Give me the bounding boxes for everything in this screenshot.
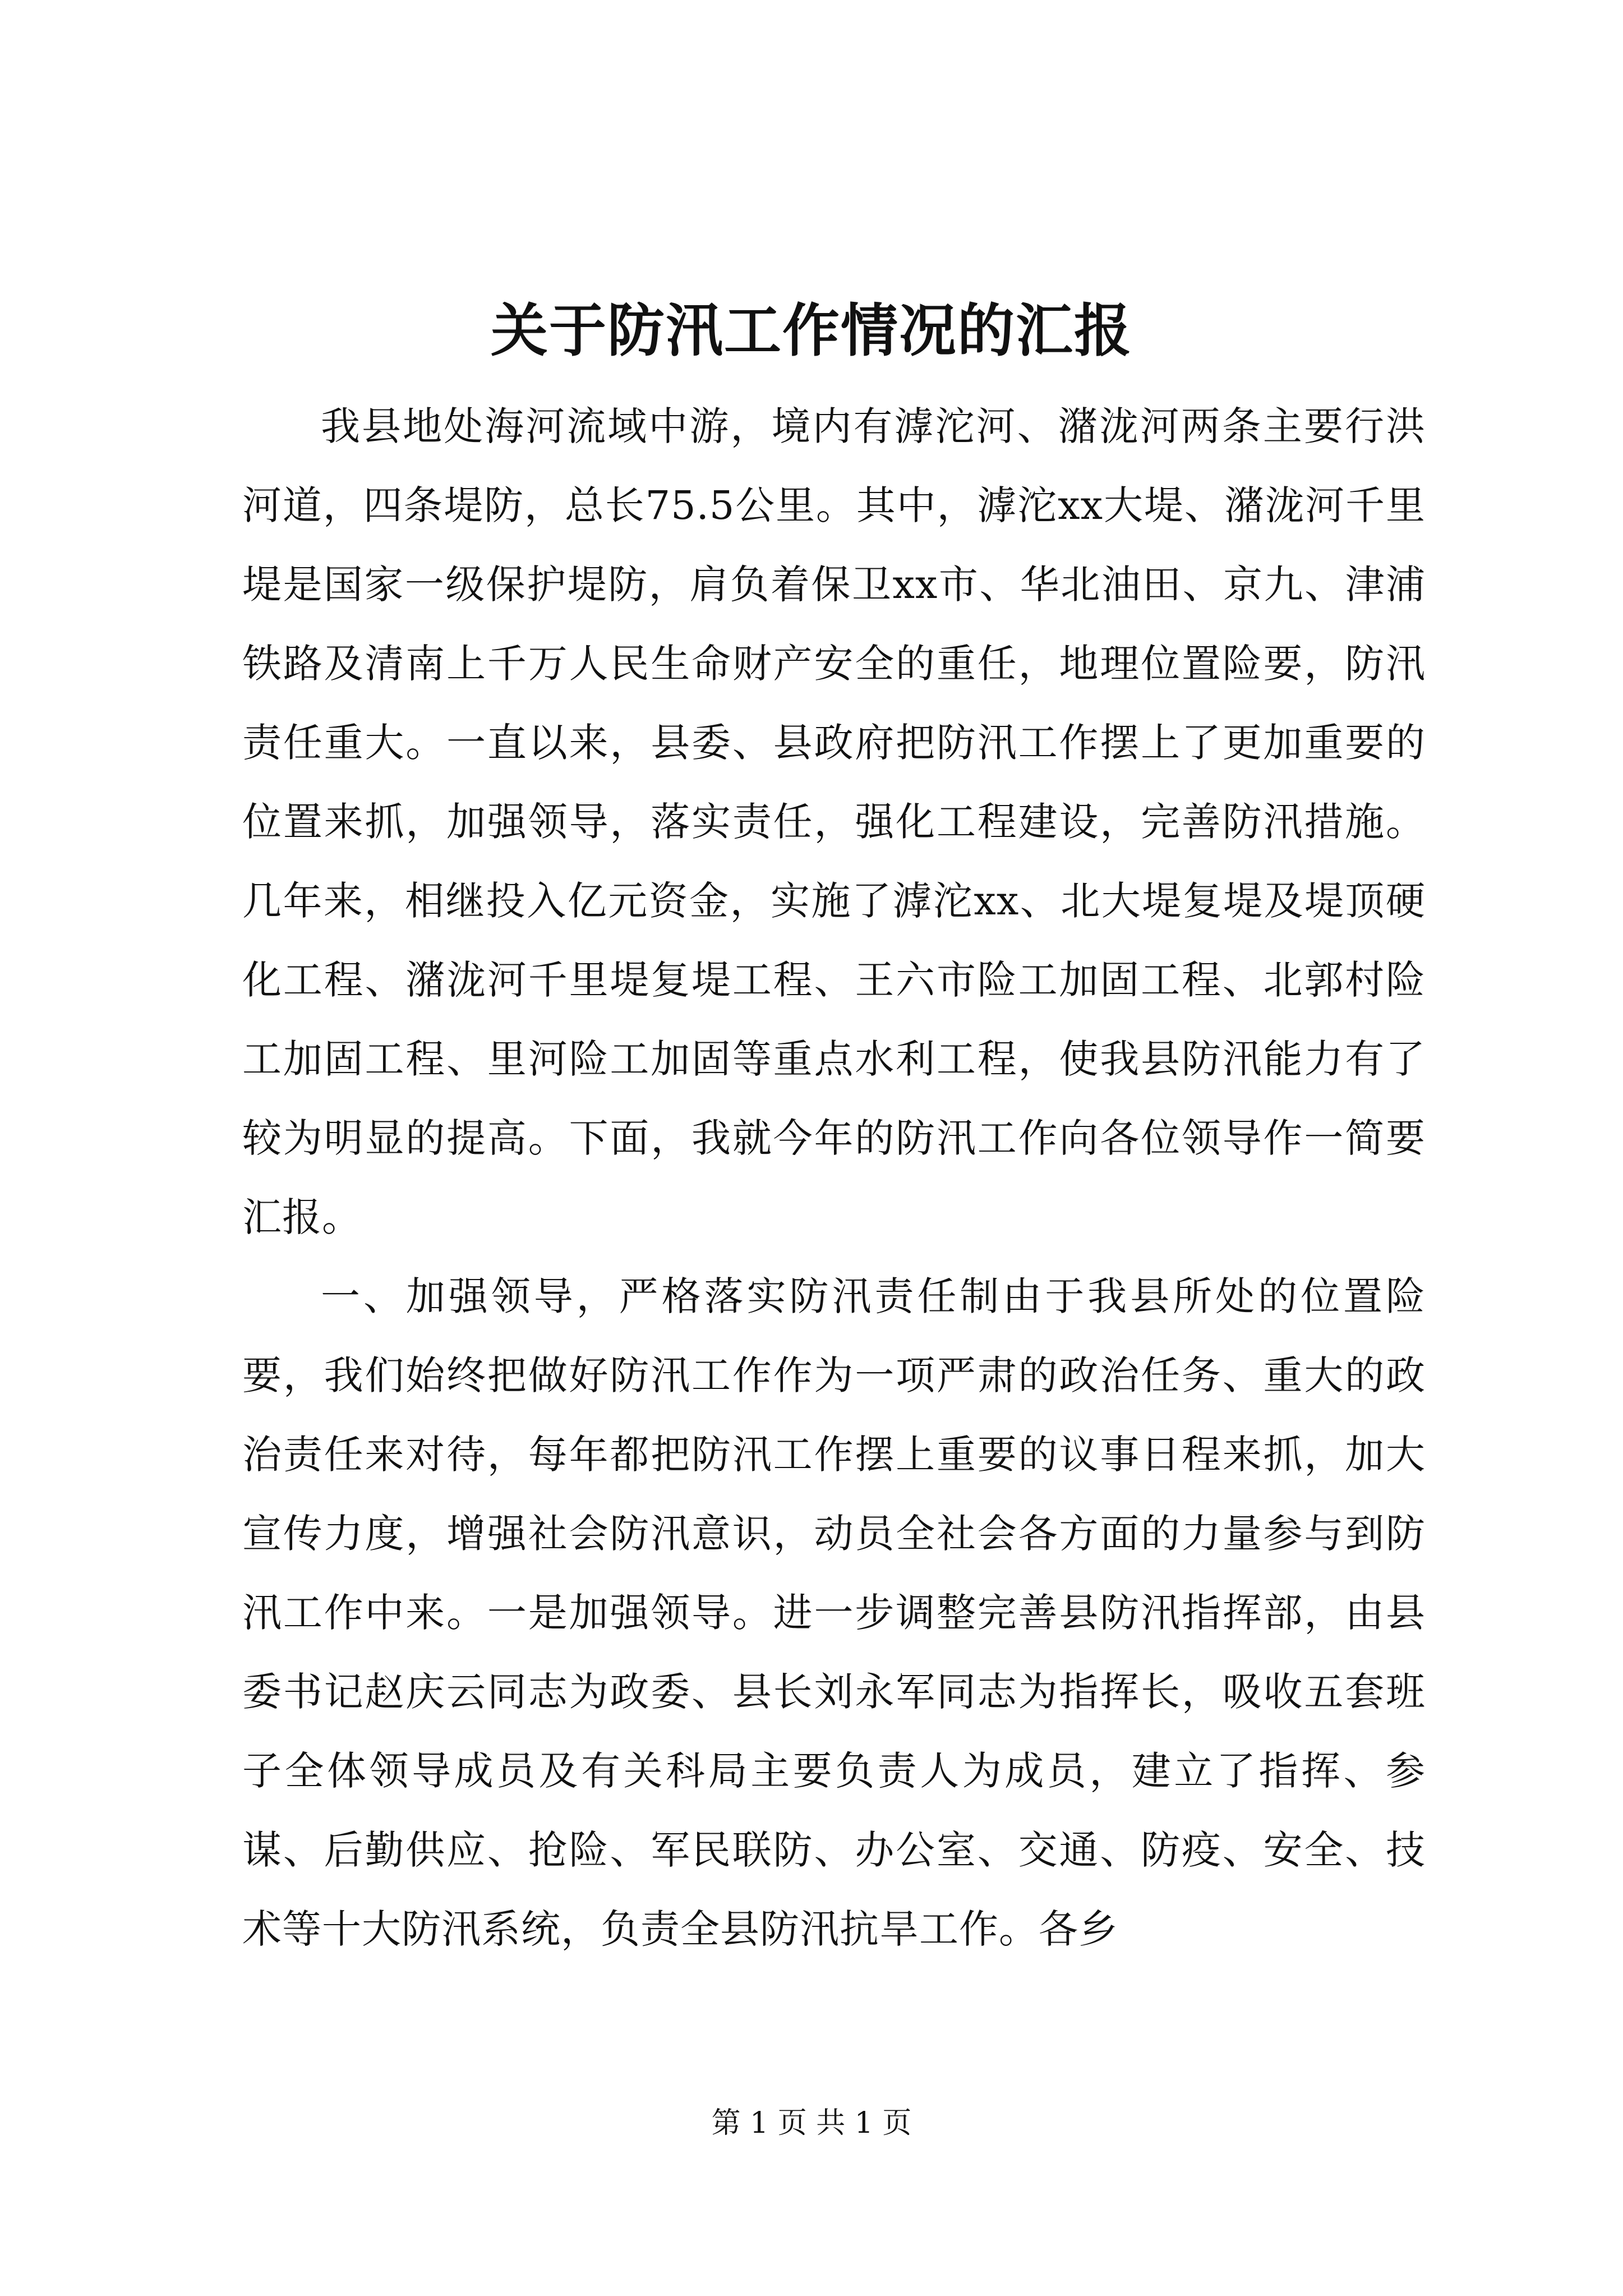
document-title: 关于防汛工作情况的汇报 — [491, 297, 1132, 365]
document-body — [242, 387, 1426, 1969]
paragraph-section-one: 一、加强领导，严格落实防汛责任制由于我县所处的位置险要，我们始终把做好防汛工作作为一项严肃的政治任务、重大的政治责任来对待，每年都把防汛工作摆上重要的议事日程来抓，加大宣传力度，增强社会防汛意识，动员全社会各方面的力量参与到防汛工作中来。一是加强领导。进一步调整完善县防汛指挥部，由县委书记赵庆云同志为政委、县长刘永军同志为指挥长，吸收五套班子全体领导成员及有关科局主要负责人为成员，建立了指挥、参谋、后勤供应、抢险、军民联防、办公室、交通、防疫、安全、技术等十大防汛系统，负责全县防汛抗旱工作。各乡 — [242, 1273, 1426, 1952]
page-footer: 第 1 页 共 1 页 — [711, 2106, 912, 2140]
paragraph-intro: 我县地处海河流域中游，境内有滹沱河、潴泷河两条主要行洪河道，四条堤防，总长75.5公里。其中，滹沱xx大堤、潴泷河千里堤是国家一级保护堤防，肩负着保卫xx市、华北油田、京九、津浦铁路及清南上千万人民生命财产安全的重任，地理位置险要，防汛责任重大。一直以来，县委、县政府把防汛工作摆上了更加重要的位置来抓，加强领导，落实责任，强化工程建设，完善防汛措施。几年来，相继投入亿元资金，实施了滹沱xx、北大堤复堤及堤顶硬化工程、潴泷河千里堤复堤工程、王六市险工加固工程、北郭村险工加固工程、里河险工加固等重点水利工程，使我县防汛能力有了较为明显的提高。下面，我就今年的防汛工作向各位领导作一简要汇报。 — [242, 403, 1426, 1240]
